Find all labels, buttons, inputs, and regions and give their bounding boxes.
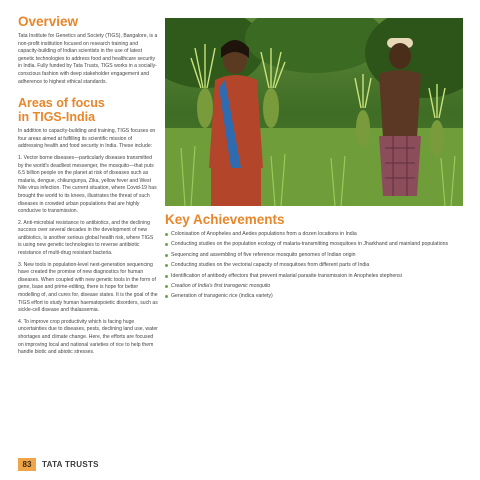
achievement-item — [165, 231, 463, 238]
achievement-text: Conducting studies on the vectorial capacity of mosquitoes from different parts of India — [171, 262, 370, 269]
key-achievements-heading: Key Achievements — [165, 212, 285, 227]
achievement-text: Identification of antibody effectors that prevent malarial parasite transmission in Anopheles stephensi — [171, 272, 402, 279]
areas-item-1: 1. Vector borne diseases—particularly diseases transmitted by the world's deadliest messenger, the mosquito—that puts 6.5 billion people on the planet at risk of diseases such as malaria, dengue, chikungunya, Zika, yellow fever and West Nile virus infection. The current situation, where Covid-19 has brought the world to its knees, illustrates the threat of such diseases in crowded urban populations that are highly conducive to transmission. — [18, 154, 157, 215]
bullet-icon — [165, 285, 168, 288]
achievement-item — [165, 262, 463, 269]
farmers-rice-field-photo — [165, 18, 463, 206]
bullet-icon — [165, 295, 168, 298]
achievement-text: Colonisation of Anopheles and Aedes populations from a dozen locations in India — [171, 231, 357, 237]
page-number: 83 — [18, 458, 36, 471]
achievement-text: Creation of India's first transgenic mosquito — [171, 283, 271, 290]
achievement-text: Sequencing and assembling of five reference mosquito genomes of Indian origin — [171, 251, 356, 258]
areas-intro: In addition to capacity-building and training, TIGS focuses on four areas aimed at fulfilling its scientific mission of addressing health and food security in India. These include: — [18, 128, 156, 150]
achievements-list — [165, 231, 463, 301]
areas-heading-line1: Areas of focus — [18, 96, 105, 111]
areas-item-4: 4. To improve crop productivity which is facing huge uncertainties due to diseases, pests, declining land use, water shortages and climate change. Here, the efforts are focused on improving local and national varieties of rice to help them handle biotic and abiotic stresses. — [18, 318, 158, 356]
page-footer — [18, 456, 99, 472]
overview-heading: Overview — [18, 14, 79, 29]
achievement-item — [165, 283, 463, 290]
bullet-icon — [165, 254, 168, 257]
areas-item-2: 2. Anti-microbial resistance to antibiotics, and the declining success over several decades in the development of new antibiotics, is another serious global health risk, where TIGS is using new genetic technologies to reverse antibiotic resistance of multi-drug resistant bacteria. — [18, 219, 154, 257]
achievement-text: Conducting studies on the population ecology of malaria-transmitting mosquitoes in Jharkhand and mainland populations — [171, 241, 449, 248]
left-column — [18, 14, 158, 357]
brand-name: TATA TRUSTS — [42, 459, 99, 469]
achievement-item — [165, 293, 463, 300]
bullet-icon — [165, 233, 168, 236]
achievement-item — [165, 241, 463, 248]
achievement-text: Generation of transgenic rice (indica variety) — [171, 293, 273, 300]
areas-heading — [18, 96, 158, 124]
bullet-icon — [165, 275, 168, 278]
bullet-icon — [165, 264, 168, 267]
right-column — [165, 212, 463, 304]
areas-heading-line2: in TIGS-India — [18, 110, 96, 125]
areas-item-3: 3. New tools in population-level next-generation sequencing have created the promise of new diagnostics for human diseases. When coupled with new genetic tools in the form of gene, base and prime-editing, there is hope for better modelling of, and cures for, disease states. It is the goal of the TIGS effort to study human haematopoietic disorders, such as sickle-cell disease and thalassemia. — [18, 261, 158, 314]
overview-paragraph: Tata Institute for Genetics and Society (TIGS), Bangalore, is a non-profit institution focused on research training and capacity-building of Indian scientists in the use of latest genetic technologies to address food and healthcare security in India. Fully funded by Tata Trusts, TIGS works in a socially-conscious fashion with deep stakeholder engagement and adherence to highest ethical standards. — [18, 33, 158, 85]
achievement-item — [165, 252, 463, 259]
achievement-item — [165, 273, 463, 280]
bullet-icon — [165, 243, 168, 246]
